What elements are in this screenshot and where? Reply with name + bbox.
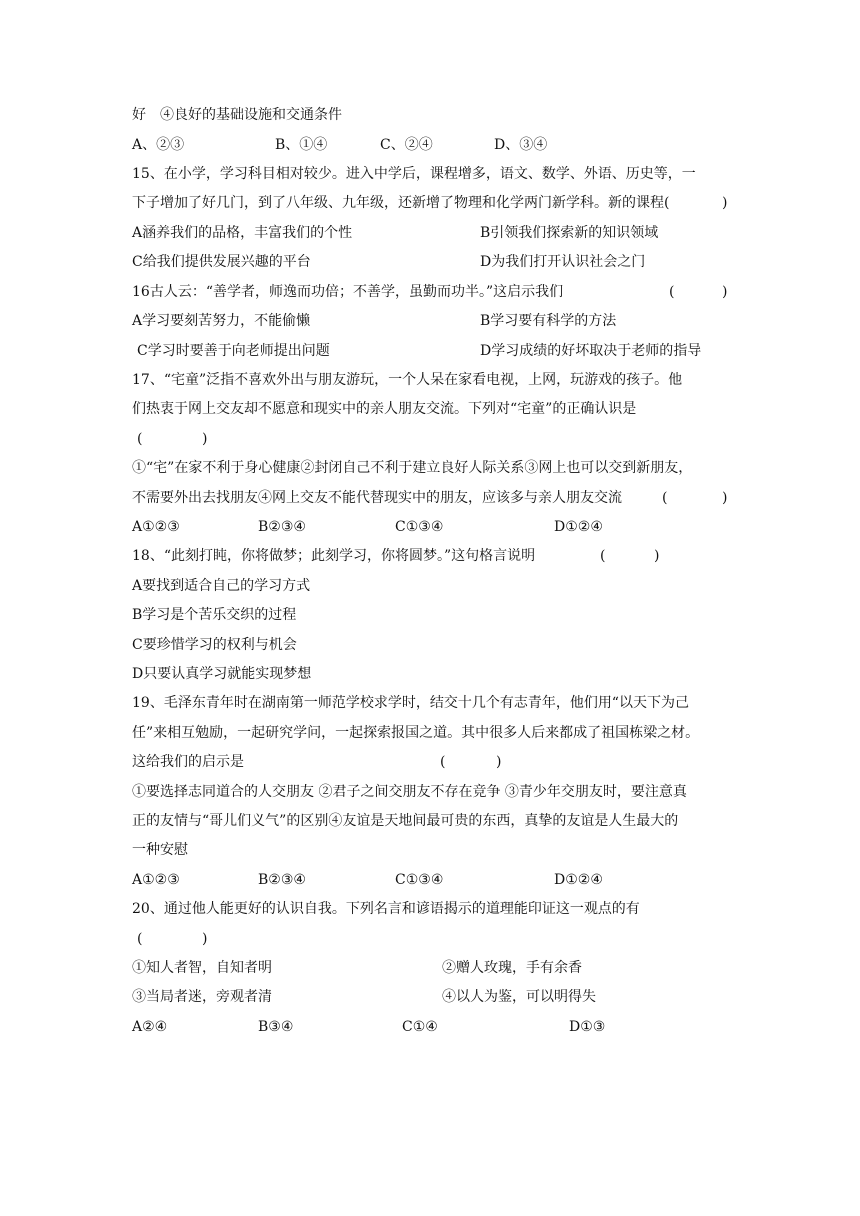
option-d: D①②④ <box>554 519 603 535</box>
answer-options-line <box>132 516 732 538</box>
question-19-text <box>132 692 732 714</box>
option-c: C①③④ <box>395 519 444 535</box>
option-d: D①③ <box>569 1019 606 1035</box>
option-b: B③④ <box>258 1019 294 1035</box>
answer-options-line <box>132 869 732 891</box>
answer-option-b <box>132 604 732 626</box>
option-d: D为我们打开认识社会之门 <box>480 254 646 270</box>
answer-options-line <box>132 986 732 1008</box>
option-4: ④以人为鉴，可以明得失 <box>442 989 596 1005</box>
answer-bracket-open: ( <box>600 548 606 564</box>
text-line <box>132 810 732 832</box>
line-text: 下子增加了好几门，到了八年级、九年级，还新增了物理和化学两门新学科。新的课程( <box>132 195 670 211</box>
option-3: ③当局者迷，旁观者清 <box>132 989 272 1005</box>
line-text: 19、毛泽东青年时在湖南第一师范学校求学时，结交十几个有志青年，他们用“以天下为己 <box>132 695 689 711</box>
option-c: C给我们提供发展兴趣的平台 <box>132 254 311 270</box>
text-line <box>132 839 732 861</box>
line-text: 正的友情与“哥儿们义气”的区别④友谊是天地间最可贵的东西，真挚的友谊是人生最大的 <box>132 813 679 829</box>
option-b: B学习要有科学的方法 <box>480 313 617 329</box>
answer-bracket-open: ( <box>440 754 446 770</box>
option-c: C学习时要善于向老师提出问题 <box>137 343 330 359</box>
line-text: A要找到适合自己的学习方式 <box>132 578 311 594</box>
line-text: 15、在小学，学习科目相对较少。进入中学后，课程增多，语文、数学、外语、历史等，一 <box>132 166 696 182</box>
answer-options-line <box>132 957 732 979</box>
option-a: A①②③ <box>132 872 180 888</box>
question-15-text <box>132 163 732 185</box>
option-a: A涵养我们的品格，丰富我们的个性 <box>132 225 353 241</box>
answer-options-line <box>132 134 732 156</box>
option-a: A学习要刻苦努力，不能偷懒 <box>132 313 311 329</box>
answer-bracket-close: ) <box>722 284 728 300</box>
line-text: 任”来相互勉励，一起研究学问，一起探索报国之道。其中很多人后来都成了祖国栋梁之材。 <box>132 725 700 741</box>
line-text: 这给我们的启示是 <box>132 754 244 770</box>
line-text: 18、“此刻打盹，你将做梦；此刻学习，你将圆梦。”这句格言说明 <box>132 548 536 564</box>
option-d: D①②④ <box>554 872 603 888</box>
option-a: A②④ <box>132 1019 168 1035</box>
answer-options-line <box>132 340 732 362</box>
question-16-text <box>132 281 732 303</box>
option-a: A①②③ <box>132 519 180 535</box>
text-line <box>132 751 732 773</box>
option-a: A、②③ <box>132 137 185 153</box>
answer-options-line <box>132 310 732 332</box>
answer-option-c <box>132 634 732 656</box>
line-text: 们热衷于网上交友却不愿意和现实中的亲人朋友交流。下列对“宅童”的正确认识是 <box>132 401 637 417</box>
text-line <box>132 398 732 420</box>
option-b: B引领我们探索新的知识领域 <box>480 225 659 241</box>
option-1: ①知人者智，自知者明 <box>132 960 272 976</box>
line-text: D只要认真学习就能实现梦想 <box>132 666 312 682</box>
answer-bracket-close: ) <box>654 548 660 564</box>
line-text: ①要选择志同道合的人交朋友 ②君子之间交朋友不存在竞争 ③青少年交朋友时，要注意真 <box>132 784 687 800</box>
text-line <box>132 457 732 479</box>
answer-option-d <box>132 663 732 685</box>
answer-bracket-close: ) <box>722 195 728 211</box>
answer-bracket <box>132 928 732 950</box>
answer-options-line <box>132 1016 732 1038</box>
option-b: B②③④ <box>258 519 306 535</box>
option-b: B②③④ <box>258 872 306 888</box>
answer-bracket-close: ) <box>722 490 728 506</box>
line-text: 16古人云：“善学者，师逸而功倍；不善学，虽勤而功半。”这启示我们 <box>132 284 564 300</box>
answer-bracket-open: ( <box>662 490 668 506</box>
question-18-text <box>132 545 732 567</box>
option-d: D、③④ <box>494 137 548 153</box>
line-text: 不需要外出去找朋友④网上交友不能代替现实中的朋友，应该多与亲人朋友交流 <box>132 490 622 506</box>
text-line <box>132 722 732 744</box>
line-text: 好 ④良好的基础设施和交通条件 <box>132 107 342 123</box>
line-text: C要珍惜学习的权利与机会 <box>132 637 297 653</box>
line-text: B学习是个苦乐交织的过程 <box>132 607 297 623</box>
line-text: 17、“宅童”泛指不喜欢外出与朋友游玩，一个人呆在家看电视，上网，玩游戏的孩子。他 <box>132 372 683 388</box>
option-2: ②赠人玫瑰，手有余香 <box>442 960 582 976</box>
answer-options-line <box>132 251 732 273</box>
answer-options-line <box>132 222 732 244</box>
line-text: ①“宅”在家不利于身心健康②封闭自己不利于建立良好人际关系③网上也可以交到新朋友， <box>132 460 693 476</box>
option-c: C①④ <box>402 1019 438 1035</box>
answer-bracket <box>132 428 732 450</box>
answer-option-a <box>132 575 732 597</box>
option-d: D学习成绩的好坏取决于老师的指导 <box>480 343 702 359</box>
text-line <box>132 192 732 214</box>
text-line <box>132 487 732 509</box>
option-c: C、②④ <box>380 137 433 153</box>
answer-bracket-close: ) <box>202 431 208 447</box>
question-17-text <box>132 369 732 391</box>
line-text: 20、通过他人能更好的认识自我。下列名言和谚语揭示的道理能印证这一观点的有 <box>132 901 640 917</box>
line-text: 一种安慰 <box>132 842 188 858</box>
question-20-text <box>132 898 732 920</box>
option-b: B、①④ <box>275 137 328 153</box>
option-c: C①③④ <box>395 872 444 888</box>
answer-bracket-open: ( <box>669 284 675 300</box>
answer-bracket-close: ) <box>496 754 502 770</box>
answer-bracket-close: ) <box>202 931 208 947</box>
answer-bracket-open: ( <box>137 431 143 447</box>
text-line <box>132 104 732 126</box>
text-line <box>132 781 732 803</box>
answer-bracket-open: ( <box>137 931 143 947</box>
